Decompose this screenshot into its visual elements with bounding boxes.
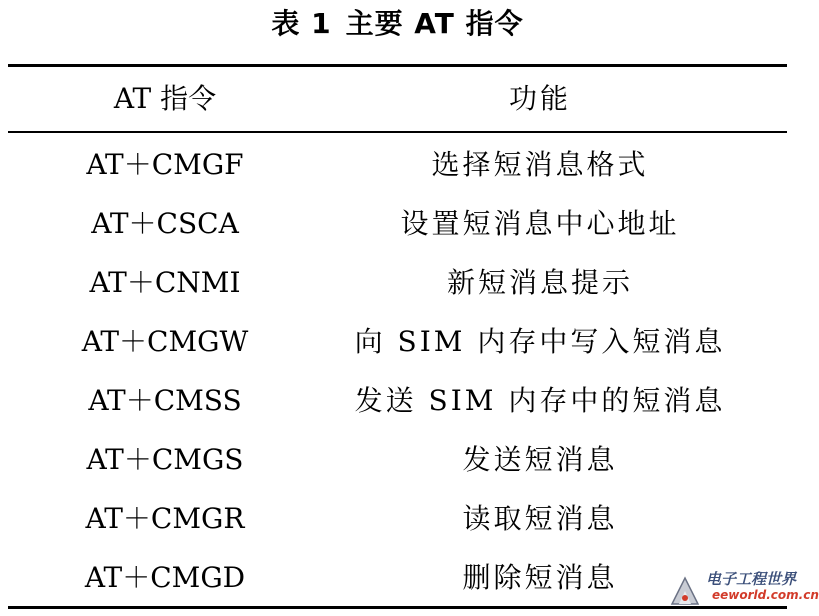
command-cell: AT＋CMSS	[88, 384, 242, 417]
top-rule	[8, 64, 787, 67]
table-title: 主要 AT 指令	[345, 7, 524, 40]
command-cell: AT＋CNMI	[89, 266, 241, 299]
command-cell: AT＋CMGR	[85, 502, 245, 535]
header-command: AT 指令	[113, 82, 217, 115]
function-cell: 读取短消息	[462, 502, 618, 535]
site-watermark	[668, 566, 819, 612]
function-cell: 选择短消息格式	[431, 148, 649, 181]
command-cell: AT＋CMGS	[86, 443, 244, 476]
function-cell: 发送 SIM 内存中的短消息	[354, 384, 726, 417]
command-cell: AT＋CMGF	[86, 148, 244, 181]
function-cell: 设置短消息中心地址	[400, 207, 680, 240]
command-cell: AT＋CMGW	[81, 325, 249, 358]
function-cell: 新短消息提示	[446, 266, 633, 299]
function-cell: 向 SIM 内存中写入短消息	[354, 325, 726, 358]
table-number: 表 1	[271, 7, 332, 40]
command-cell: AT＋CMGD	[84, 561, 246, 594]
header-rule	[8, 131, 787, 133]
eeworld-logo-icon	[668, 574, 702, 608]
command-cell: AT＋CSCA	[91, 207, 239, 240]
watermark-title: 电子工程世界	[706, 570, 797, 588]
function-cell: 删除短消息	[462, 561, 618, 594]
watermark-url: eeworld.com.cn	[712, 588, 819, 602]
table-caption	[0, 4, 795, 44]
function-cell: 发送短消息	[462, 443, 618, 476]
header-function: 功能	[508, 82, 571, 115]
